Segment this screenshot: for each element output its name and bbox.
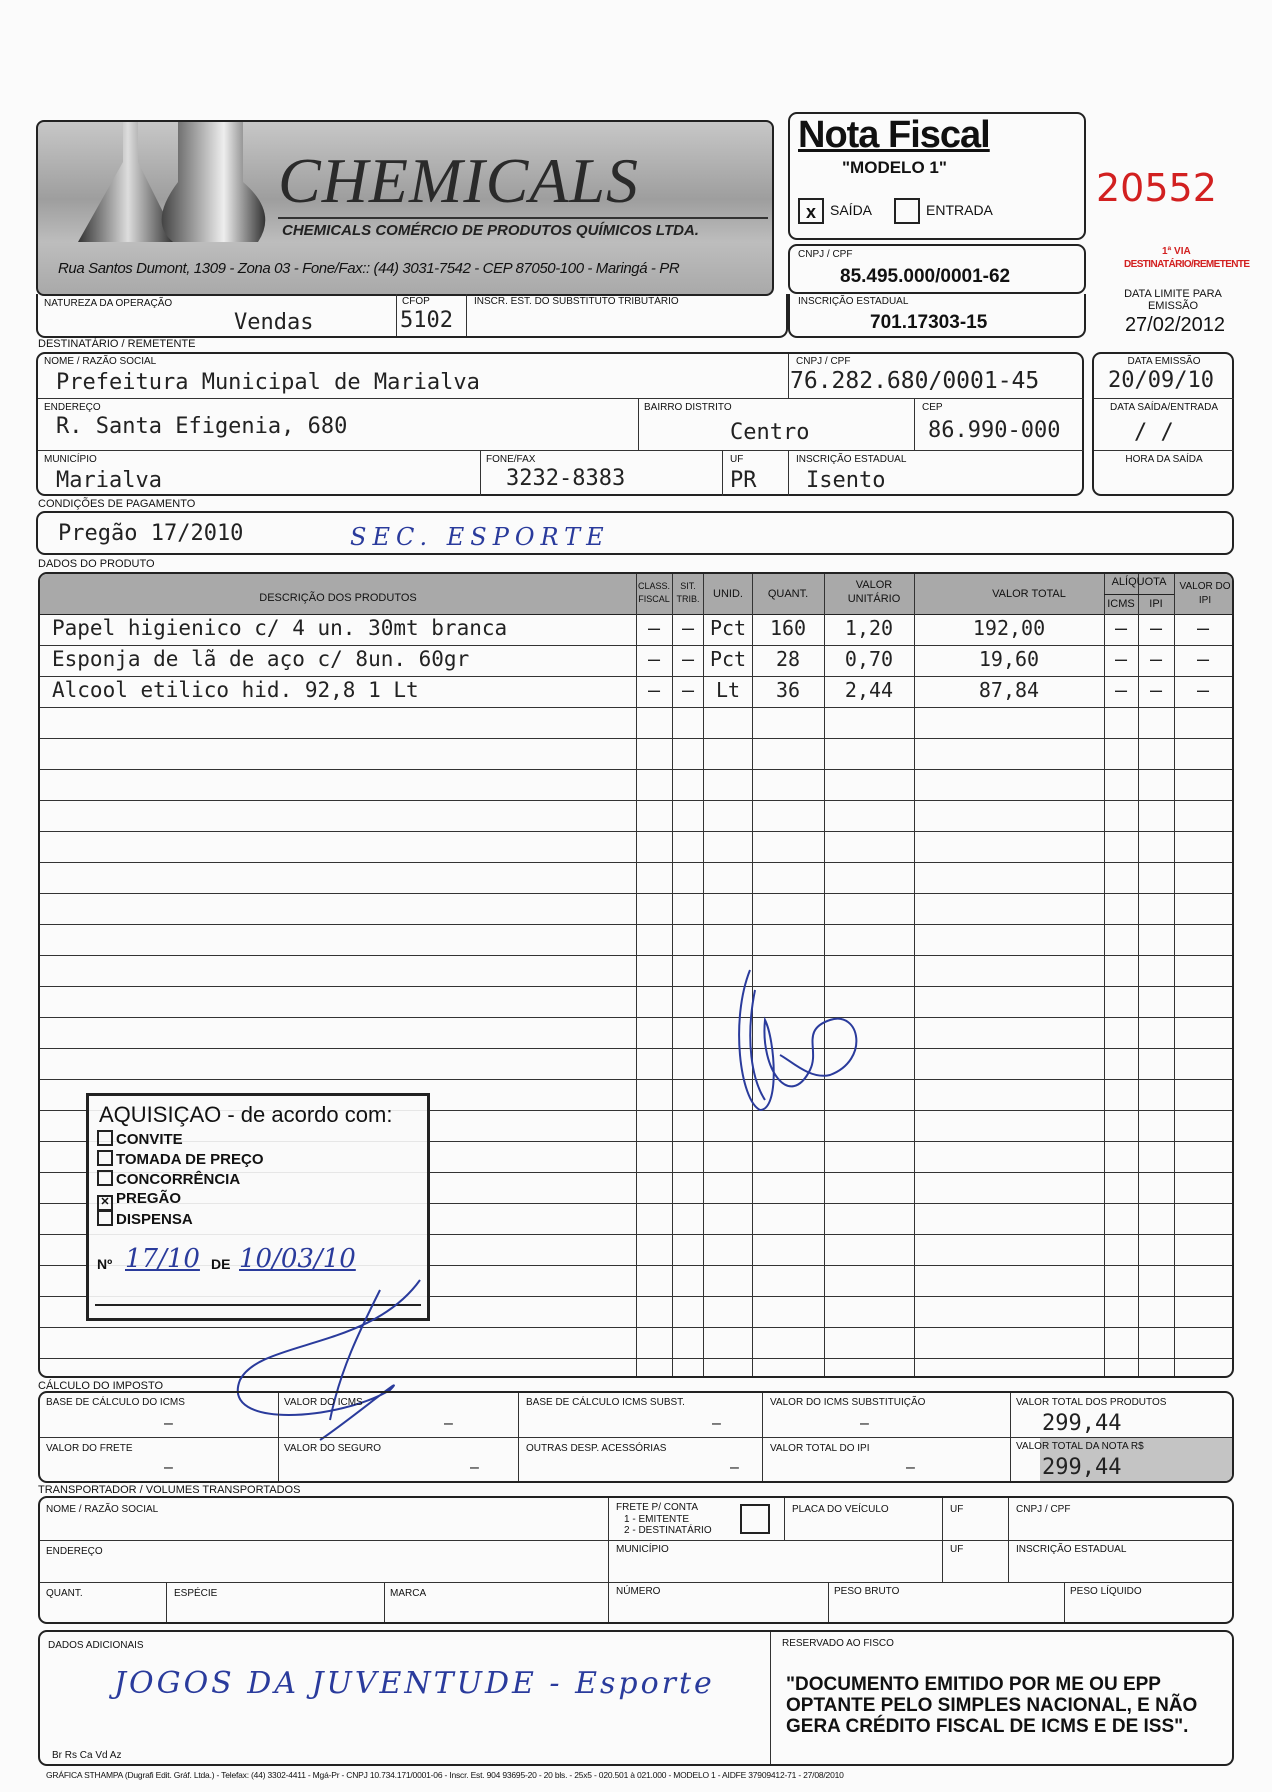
stamp-option-checkbox[interactable] (97, 1150, 113, 1166)
emitter-cnpj-box (788, 244, 1086, 294)
quant-header: QUANT. (767, 588, 809, 600)
tax-box (38, 1391, 1234, 1483)
net-weight-label: PESO LÍQUIDO (1070, 1586, 1142, 1597)
frete-opt1: 1 - EMITENTE (624, 1514, 690, 1525)
stamp-option-label: DISPENSA (116, 1211, 193, 1228)
payment-label: CONDIÇÕES DE PAGAMENTO (38, 498, 196, 510)
saida-label: SAÍDA (830, 202, 873, 218)
emitter-cnpj-label: CNPJ / CPF (798, 249, 853, 260)
recipient-section-label: DESTINATÁRIO / REMETENTE (38, 338, 196, 350)
product-unit: 1,20 (844, 616, 894, 640)
exit-time-label: HORA DA SAÍDA (1125, 454, 1203, 465)
district: Centro (730, 420, 810, 445)
stamp-option-checkbox[interactable] (97, 1210, 113, 1226)
cep-label: CEP (922, 402, 943, 413)
cfop-label: CFOP (402, 296, 430, 307)
limit-date: 27/02/2012 (1124, 314, 1226, 336)
nf-model: "MODELO 1" (842, 158, 947, 177)
transport-box (38, 1496, 1234, 1624)
via-label-1: 1ª VIA (1162, 246, 1191, 257)
plate-label: PLACA DO VEÍCULO (792, 1504, 889, 1515)
product-sit: – (681, 616, 695, 640)
product-ipi-val: – (1196, 678, 1210, 702)
product-icms: – (1114, 647, 1128, 671)
insurance-label: VALOR DO SEGURO (284, 1443, 382, 1454)
subst-label: INSCR. EST. DO SUBSTITUTO TRIBUTÁRIO (474, 296, 679, 307)
natureza-label: NATUREZA DA OPERAÇÃO (44, 298, 173, 309)
stamp-option-label: CONCORRÊNCIA (116, 1171, 241, 1188)
cep: 86.990-000 (928, 418, 1061, 443)
carrier-ie-label: INSCRIÇÃO ESTADUAL (1016, 1544, 1127, 1555)
uf: PR (730, 468, 757, 493)
stamp-option-label: PREGÃO (116, 1190, 182, 1207)
volume-quant-label: QUANT. (46, 1588, 83, 1599)
product-ipi-val: – (1196, 647, 1210, 671)
stamp-title: AQUISIÇAO - de acordo com: (99, 1102, 393, 1127)
ipi-header: IPI (1149, 598, 1163, 610)
product-unid: Pct (709, 647, 747, 671)
base-subst-label: BASE DE CÁLCULO ICMS SUBST. (526, 1397, 685, 1408)
carrier-uf-label: UF (950, 1504, 964, 1515)
ipi-total: – (906, 1459, 915, 1476)
class-header: CLASS. FISCAL (637, 581, 670, 604)
company-name: CHEMICALS COMÉRCIO DE PRODUTOS QUÍMICOS LTDA. (282, 222, 699, 239)
natureza-value: Vendas (234, 310, 314, 335)
stamp-date-prefix: DE (211, 1256, 231, 1272)
unit-value-header: VALOR UNITÁRIO (847, 579, 901, 605)
signature (720, 960, 880, 1120)
emitter-ie-label: INSCRIÇÃO ESTADUAL (798, 296, 909, 307)
additional-label: DADOS ADICIONAIS (48, 1640, 144, 1651)
exit-date: / / (1134, 420, 1174, 445)
stamp-option (97, 1210, 193, 1228)
product-class: – (647, 647, 661, 671)
aliquota-header: ALÍQUOTA (1111, 576, 1167, 588)
product-ipi: – (1149, 616, 1163, 640)
emitter-cnpj: 85.495.000/0001-62 (840, 266, 1011, 287)
total-products: 299,44 (1042, 1411, 1122, 1436)
stamp-option (97, 1190, 181, 1211)
product-quant: 36 (775, 678, 801, 702)
frete-checkbox[interactable] (740, 1504, 770, 1534)
freight-label: VALOR DO FRETE (46, 1443, 133, 1454)
stamp-option-checkbox[interactable]: ✕ (97, 1195, 113, 1211)
product-row (40, 676, 1232, 707)
entrada-label: ENTRADA (926, 202, 993, 218)
carrier-name-label: NOME / RAZÃO SOCIAL (46, 1504, 159, 1515)
other: – (730, 1459, 739, 1476)
product-row (40, 645, 1232, 676)
icms-subst: – (860, 1415, 869, 1432)
stamp-option-label: TOMADA DE PREÇO (116, 1151, 264, 1168)
recipient-cnpj: 76.282.680/0001-45 (790, 368, 1040, 394)
additional-box (38, 1630, 1234, 1766)
stamp-number-prefix: Nº (97, 1256, 113, 1272)
recipient-name: Prefeitura Municipal de Marialva (56, 370, 480, 395)
dates-box (1092, 352, 1234, 496)
total-value-header: VALOR TOTAL (992, 588, 1066, 600)
phone: 3232-8383 (506, 466, 626, 491)
frete-label: FRETE P/ CONTA (616, 1502, 699, 1513)
nota-fiscal-box (788, 112, 1086, 240)
stamp-option (97, 1130, 183, 1148)
district-label: BAIRRO DISTRITO (644, 402, 732, 413)
emission-date: 20/09/10 (1108, 368, 1214, 393)
transport-section-label: TRANSPORTADOR / VOLUMES TRANSPORTADOS (38, 1484, 301, 1496)
product-class: – (647, 678, 661, 702)
product-ipi: – (1149, 678, 1163, 702)
product-total: 19,60 (978, 647, 1040, 671)
exit-date-label: DATA SAÍDA/ENTRADA (1110, 402, 1218, 413)
recipient-address-label: ENDEREÇO (44, 402, 101, 413)
tax-section-label: CÁLCULO DO IMPOSTO (38, 1380, 164, 1392)
icms-subst-label: VALOR DO ICMS SUBSTITUIÇÃO (770, 1397, 926, 1408)
product-ipi: – (1149, 647, 1163, 671)
insurance: – (470, 1459, 479, 1476)
product-unid: Lt (715, 678, 741, 702)
additional-handwritten: JOGOS DA JUVENTUDE - Esporte (114, 1666, 715, 1701)
product-unit: 0,70 (844, 647, 894, 671)
product-ipi-val: – (1196, 616, 1210, 640)
logo-word: CHEMICALS (278, 145, 639, 216)
carrier-address-label: ENDEREÇO (46, 1546, 103, 1557)
payment-handwritten: SEC. ESPORTE (350, 523, 610, 551)
carrier-cnpj-label: CNPJ / CPF (1016, 1504, 1071, 1515)
product-class: – (647, 616, 661, 640)
emission-label: DATA EMISSÃO (1127, 356, 1201, 367)
recipient-cnpj-label: CNPJ / CPF (796, 356, 851, 367)
freight: – (164, 1459, 173, 1476)
icms-value-label: VALOR DO ICMS (284, 1397, 363, 1408)
volume-species-label: ESPÉCIE (174, 1588, 218, 1599)
product-icms: – (1114, 678, 1128, 702)
products-section-label: DADOS DO PRODUTO (38, 558, 155, 570)
stamp-option-label: CONVITE (116, 1131, 183, 1148)
unid-header: UNID. (713, 588, 743, 600)
recipient-name-label: NOME / RAZÃO SOCIAL (44, 356, 157, 367)
note-total: 299,44 (1042, 1455, 1122, 1480)
entrada-checkbox[interactable] (894, 198, 920, 224)
operation-box (36, 294, 788, 338)
product-unit: 2,44 (844, 678, 894, 702)
volume-number-label: NÚMERO (616, 1586, 661, 1597)
icms-header: ICMS (1107, 598, 1135, 610)
product-row (40, 614, 1232, 645)
product-quant: 160 (769, 616, 807, 640)
stamp-option (97, 1150, 264, 1168)
frete-opt2: 2 - DESTINATÁRIO (624, 1525, 712, 1536)
limit-label: DATA LIMITE PARA EMISSÃO (1124, 288, 1222, 312)
nf-number: 20552 (1096, 166, 1217, 210)
color-initials: Br Rs Ca Vd Az (52, 1750, 122, 1761)
product-desc: Esponja de lã de aço c/ 8un. 60gr (52, 647, 470, 671)
product-sit: – (681, 678, 695, 702)
volume-brand-label: MARCA (390, 1588, 427, 1599)
payment-value: Pregão 17/2010 (58, 521, 244, 546)
icms-value: – (444, 1415, 453, 1432)
nf-title: Nota Fiscal (798, 114, 990, 156)
city: Marialva (56, 468, 162, 493)
saida-checkbox[interactable]: x (798, 198, 824, 224)
note-total-label: VALOR TOTAL DA NOTA R$ (1016, 1441, 1144, 1452)
recipient-ie: Isento (806, 468, 886, 493)
gross-weight-label: PESO BRUTO (834, 1586, 900, 1597)
base-icms-label: BASE DE CÁLCULO DO ICMS (46, 1397, 185, 1408)
emitter-ie-box (788, 294, 1086, 338)
phone-label: FONE/FAX (486, 454, 536, 465)
carrier-uf2-label: UF (950, 1544, 964, 1555)
payment-box (36, 511, 1234, 555)
recipient-ie-label: INSCRIÇÃO ESTADUAL (796, 454, 907, 465)
sit-header: SIT. TRIB. (676, 581, 700, 604)
company-address: Rua Santos Dumont, 1309 - Zona 03 - Fone/Fax:: (44) 3031-7542 - CEP 87050-100 - Maringá - PR (58, 260, 680, 277)
uf-label: UF (730, 454, 744, 465)
emitter-ie: 701.17303-15 (870, 312, 988, 333)
simples-notice: "DOCUMENTO EMITIDO POR ME OU EPP OPTANTE PELO SIMPLES NACIONAL, E NÃO GERA CRÉDITO FISCAL DE ICMS E DE ISS". (786, 1674, 1198, 1737)
desc-header: DESCRIÇÃO DOS PRODUTOS (259, 592, 417, 604)
stamp-number: 17/10 (125, 1244, 200, 1274)
total-products-label: VALOR TOTAL DOS PRODUTOS (1016, 1397, 1167, 1408)
product-quant: 28 (775, 647, 801, 671)
company-logo-box (36, 120, 774, 296)
recipient-address: R. Santa Efigenia, 680 (56, 414, 348, 439)
ipi-total-label: VALOR TOTAL DO IPI (770, 1443, 870, 1454)
base-subst: – (712, 1415, 721, 1432)
stamp-option-checkbox[interactable] (97, 1170, 113, 1186)
product-total: 87,84 (978, 678, 1040, 702)
product-desc: Papel higienico c/ 4 un. 30mt branca (52, 616, 508, 640)
product-unid: Pct (709, 616, 747, 640)
via-label-2: DESTINATÁRIO/REMETENTE (1124, 259, 1250, 270)
product-sit: – (681, 647, 695, 671)
stamp-date: 10/03/10 (239, 1244, 356, 1274)
carrier-city-label: MUNICÍPIO (616, 1544, 669, 1555)
stamp-option-checkbox[interactable] (97, 1130, 113, 1146)
city-label: MUNICÍPIO (44, 454, 97, 465)
stamp-option (97, 1170, 240, 1188)
product-desc: Alcool etilico hid. 92,8 1 Lt (52, 678, 419, 702)
cfop-value: 5102 (400, 308, 453, 333)
ipi-value-header: VALOR DO IPI (1179, 581, 1231, 606)
product-icms: – (1114, 616, 1128, 640)
recipient-box (36, 352, 1084, 496)
reserved-label: RESERVADO AO FISCO (782, 1638, 894, 1649)
printer-footer: GRÁFICA STHAMPA (Dugrafi Edit. Gráf. Ltda.) - Telefax: (44) 3302-4411 - Mgá-Pr - CNPJ 10.734.171/0001-06 - Inscr. Est. 904 93695-20 - 20 bls. - 25x5 - 020.501 à 021.000 - MODELO 1 - AIDFE 37909412-71 - 27/08/2010 (46, 1770, 844, 1780)
other-label: OUTRAS DESP. ACESSÓRIAS (526, 1443, 667, 1454)
product-total: 192,00 (972, 616, 1046, 640)
base-icms: – (164, 1415, 173, 1432)
